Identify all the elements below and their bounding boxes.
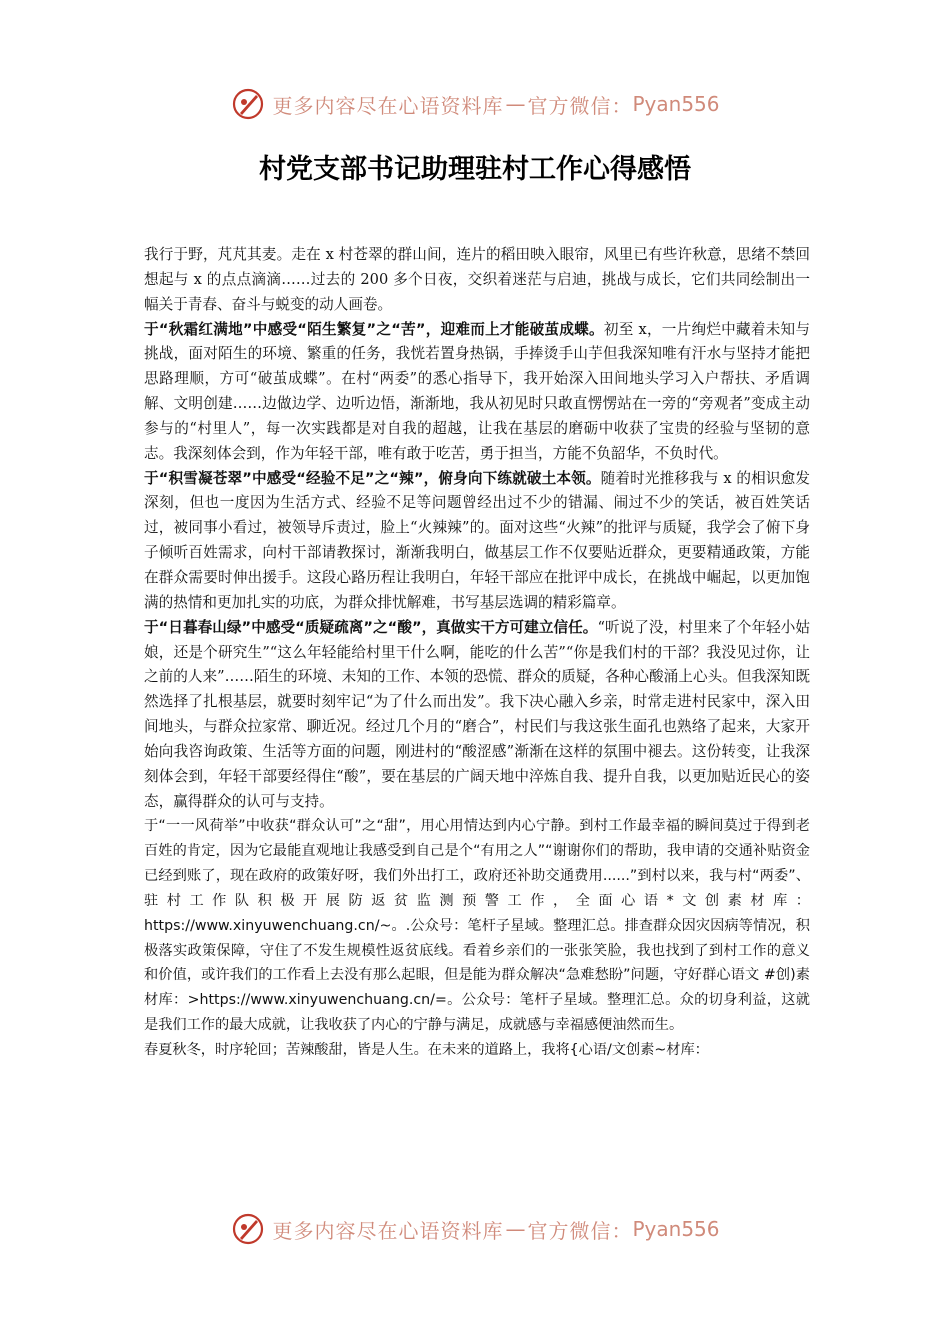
paragraph-sweet xyxy=(144,814,810,1038)
paragraph-lead: 于“秋霜红满地”中感受“陌生繁复”之“苦”，迎难而上才能破茧成蝶。 xyxy=(144,320,604,338)
banner-wechat-id: Pyan556 xyxy=(632,92,720,116)
paragraph-bitter xyxy=(144,318,810,467)
document-body xyxy=(144,243,810,1063)
paragraph-text: “听说了没，村里来了个年轻小姑娘，还是个研究生”“这么年轻能给村里干什么啊，能吃的什么苦”“你是我们村的干部？我没见过你，让之前的人来”……陌生的环境、未知的工作、本领的恐慌、群众的质疑，各种心酸涌上心头。但我深知既然选择了扎根基层，就要时刻牢记“为了什么而出发”。我下决心融入乡亲，时常走进村民家中，深入田间地头，与群众拉家常、聊近况。经过几个月的“磨合”，村民们与我这张生面孔也熟络了起来，大家开始向我咨询政策、生活等方面的问题，刚进村的“酸涩感”渐渐在这样的氛围中褪去。这份转变，让我深刻体会到，年轻干部要经得住“酸”，要在基层的广阔天地中淬炼自我、提升自我，以更加贴近民心的姿态，赢得群众的认可与支持。 xyxy=(144,618,810,810)
pen-logo-icon xyxy=(230,86,266,122)
banner-text: 更多内容尽在心语资料库 xyxy=(272,93,504,118)
banner-wechat-id: Pyan556 xyxy=(632,1217,720,1241)
paragraph-lead: 于“一一风荷举”中收获“群众认可”之“甜”，用心用情达到内心宁静。 xyxy=(144,818,580,835)
paragraph-spicy xyxy=(144,467,810,616)
paragraph-lead: 于“日暮春山绿”中感受“质疑疏离”之“酸”，真做实干方可建立信任。 xyxy=(144,618,598,636)
footer-watermark-banner xyxy=(0,1207,950,1251)
paragraph-text: 初至 x，一片绚烂中藏着未知与挑战，面对陌生的环境、繁重的任务，我恍若置身热锅，手捧烫手山芋但我深知唯有汗水与坚持才能把思路理顺，方可“破茧成蝶”。在村“两委”的悉心指导下，我开始深入田间地头学习入户帮扶、矛盾调解、文明创建……边做边学、边听边悟，渐渐地，我从初见时只敢直愣愣站在一旁的“旁观者”变成主动参与的“村里人”，每一次实践都是对自我的超越，让我在基层的磨砺中收获了宝贵的经验与坚韧的意志。我深刻体会到，作为年轻干部，唯有敢于吃苦，勇于担当，方能不负韶华，不负时代。 xyxy=(144,320,810,462)
paragraph-closing: 春夏秋冬，时序轮回；苦辣酸甜，皆是人生。在未来的道路上，我将{心语/文创素~材库： xyxy=(144,1042,709,1058)
paragraph-text: 到村工作最幸福的瞬间莫过于得到老百姓的肯定，因为它最能直观地让我感受到自己是个“有用之人”“谢谢你们的帮助，我申请的交通补贴资金已经到账了，现在政府的政策好呀，我们外出打工，政府还补助交通费用......”到村以来，我与村“两委”、驻村工作队积极开展防返贫监测预警工作，全面心语*文创素材库：https://www.xinyuwenchuang.cn/~。.公众号：笔杆子星域。整理汇总。排查群众因灾因病等情况，积极落实政策保障，守住了不发生规模性返贫底线。看着乡亲们的一张张笑脸，我也找到了到村工作的意义和价值，或许我们的工作看上去没有那么起眼，但是能为群众解决“急难愁盼”问题，守好群心语文 #创)素材库：>https://www.xinyuwenchuang.cn/=。公众号：笔杆子星域。整理汇总。众的切身利益，这就是我们工作的最大成就，让我收获了内心的宁静与满足，成就感与幸福感便油然而生。 xyxy=(144,818,810,1034)
paragraph-sour xyxy=(144,616,810,815)
banner-label: 官方微信： xyxy=(527,1218,633,1243)
pen-logo-icon xyxy=(230,1211,266,1247)
paragraph-text: 随着时光推移我与 x 的相识愈发深刻，但也一度因为生活方式、经验不足等问题曾经出过不少的错漏、闹过不少的笑话，被百姓笑话过，被同事小看过，被领导斥责过，脸上“火辣辣”的。面对这些“火辣”的批评与质疑，我学会了俯下身子倾听百姓需求，向村干部请教探讨，渐渐我明白，做基层工作不仅要贴近群众，更要精通政策，方能在群众需要时伸出援手。这段心路历程让我明白，年轻干部应在批评中成长，在挑战中崛起，以更加饱满的热情和更加扎实的功底，为群众排忧解难，书写基层选调的精彩篇章。 xyxy=(144,469,810,611)
banner-text: 更多内容尽在心语资料库 xyxy=(272,1218,504,1243)
paragraph-lead: 于“积雪凝苍翠”中感受“经验不足”之“辣”，俯身向下练就破土本领。 xyxy=(144,469,601,487)
banner-separator: — xyxy=(505,92,526,116)
document-title: 村党支部书记助理驻村工作心得感悟 xyxy=(259,154,691,185)
header-watermark-banner xyxy=(0,82,950,126)
paragraph-intro: 我行于野，芃芃其麦。走在 x 村苍翠的群山间，连片的稻田映入眼帘，风里已有些许秋意，思绪不禁回想起与 x 的点点滴滴……过去的 200 多个日夜，交织着迷茫与启迪，挑战与成长，它们共同绘制出一幅关于青春、奋斗与蜕变的动人画卷。 xyxy=(144,246,810,313)
banner-label: 官方微信： xyxy=(527,93,633,118)
banner-separator: — xyxy=(505,1217,526,1241)
